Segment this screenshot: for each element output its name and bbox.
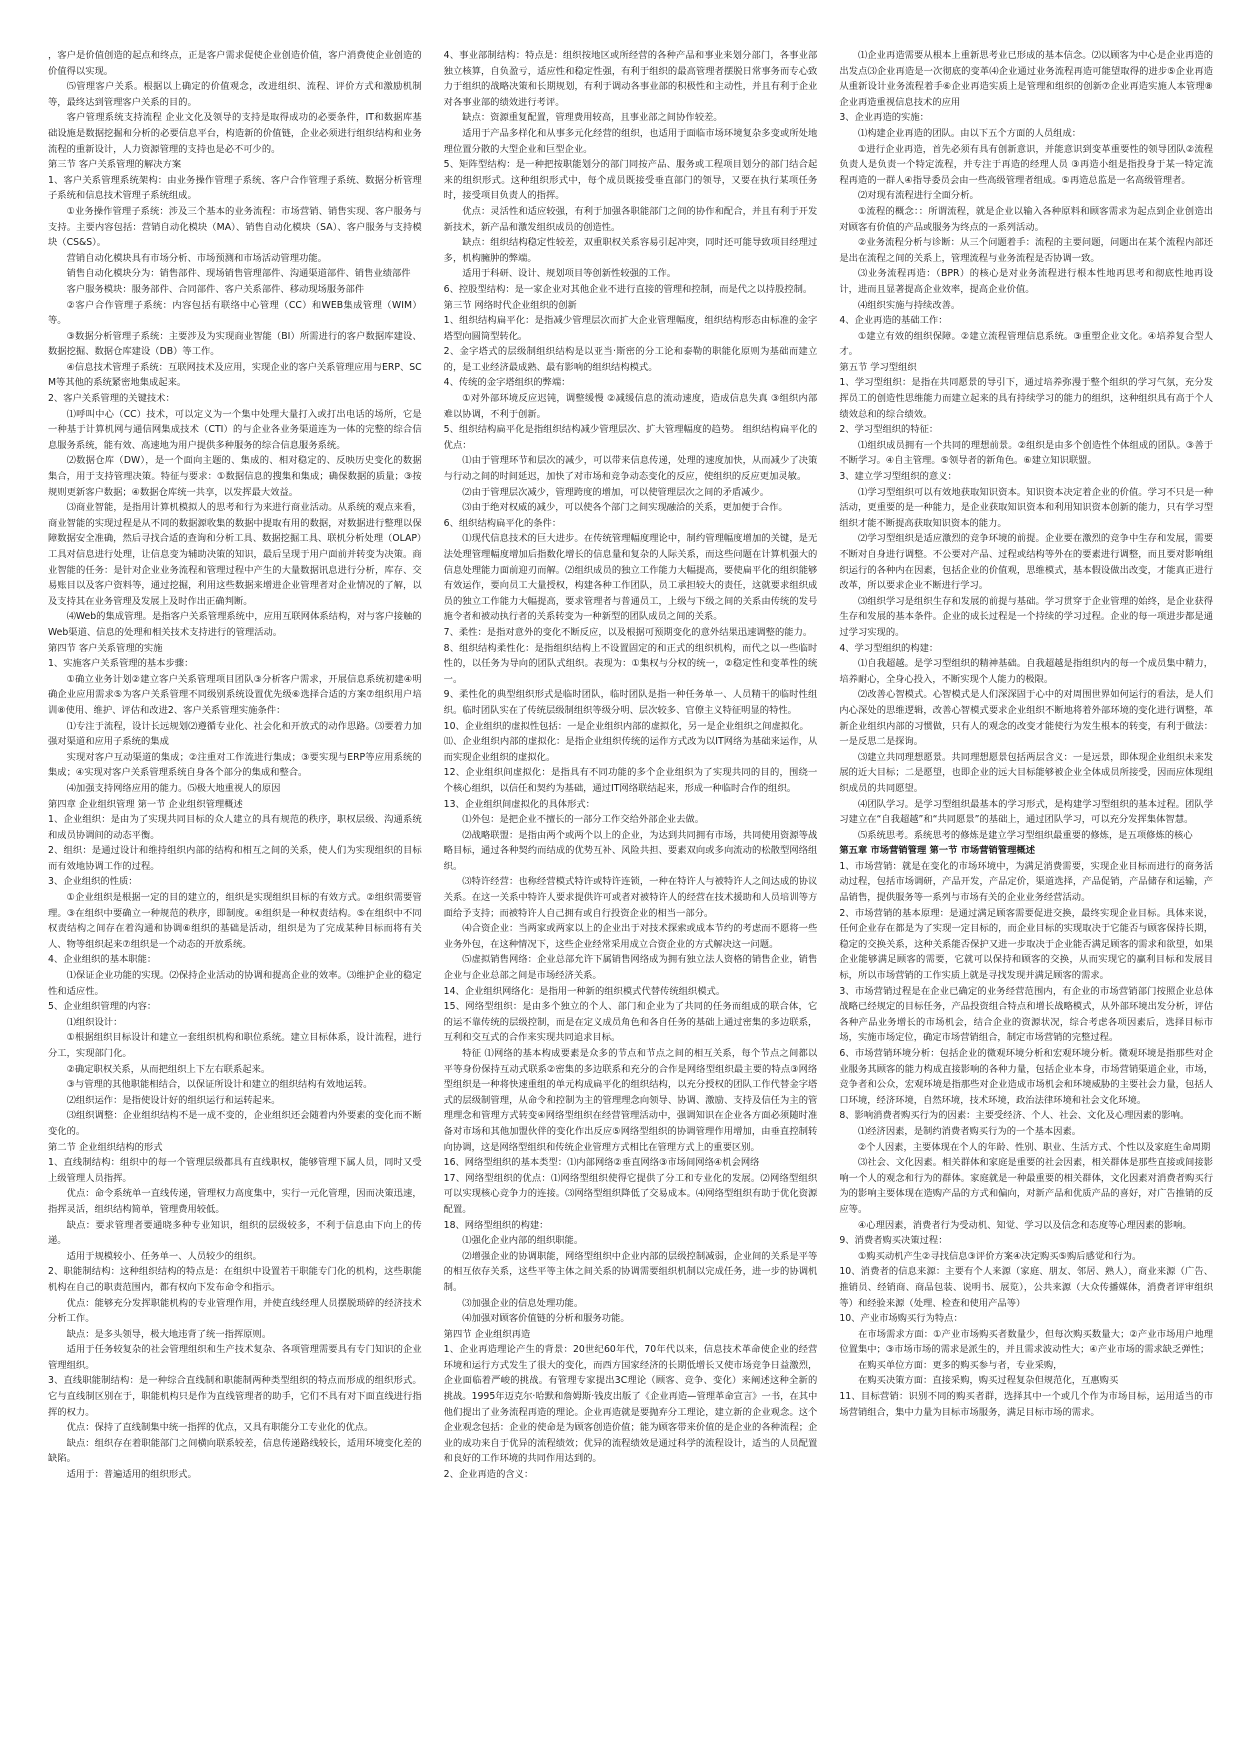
paragraph: 3、建立学习型组织的意义：: [839, 471, 957, 483]
paragraph: 2、职能制结构：这种组织结构的特点是：在组织中设置若干职能专门化的机构，这些职能机构在自己的职责范围内，都有权向下发布命令和指示。: [48, 1266, 422, 1293]
paragraph: ⑵增强企业的协调职能，网络型组织中企业内部的层级控制减弱，企业间的关系是平等的相互依存关系，这些平等主体之间关系的协调需要组织机制以完成任务，进一步的协调机制。: [443, 1250, 818, 1293]
paragraph: 3、企业组织的性质：: [48, 876, 138, 888]
paragraph: ⑵组织运作：是指使设计好的组织运行和运转起来。: [66, 1094, 281, 1106]
paragraph: ③数据分析管理子系统：主要涉及为实现商业智能（BI）所需进行的客户数据库建设、数据挖掘、数据仓库建设（DB）等工作。: [48, 330, 422, 358]
paragraph: ⑵由于管理层次减少，管理跨度的增加，可以使管理层次之间的矛盾减少。: [462, 486, 770, 498]
paragraph: 3、企业再造的实施：: [839, 112, 929, 124]
paragraph: ⑵对现有流程进行全面分析。: [857, 190, 979, 202]
paragraph: 1、企业再造理论产生的背景：20世纪60年代，70年代以来，信息技术革命使企业的经营环境和运行方式发生了很大的变化，而西方国家经济的长期低增长又使市场竞争日益激烈，企业面临着严峻的挑战。有管理专家提出3C理论（顾客、竞争、变化）来阐述这种全新的挑战。1995年迈克尔·哈默和詹姆斯·钱皮出版了《企业再造—管理革命宣言》一书，在其中他们提出了业务流程再造的理论。企业再造就是要抛弃分工理论，建立新的企业观念。这个企业观念包括：企业的使命是为顾客创造价值；能为顾客带来价值的是企业的各种流程；企业的成功来自于优异的流程绩效；优异的流程绩效是通过科学的流程设计，适当的人员配置和良好的工作环境的共同作用达到的。: [443, 1344, 818, 1465]
paragraph: 2、企业再造的含义：: [443, 1469, 534, 1481]
paragraph: 1、组织结构扁平化：是指减少管理层次而扩大企业管理幅度，组织结构形态由标准的金字塔型向圆筒型转化。: [443, 315, 818, 342]
paragraph: 11、目标营销：识别不同的购买者群，选择其中一个或几个作为市场目标，运用适当的市场营销组合，集中力量为目标市场服务，满足目标市场的需求。: [839, 1391, 1214, 1418]
paragraph: ⑷组织实施与持续改善。: [857, 299, 961, 311]
paragraph: ⑶由于绝对权威的减少，可以使各个部门之间实现融洽的关系，更加便于合作。: [462, 502, 788, 514]
paragraph: 3、市场营销过程是在企业已确定的业务经营范围内，有企业的市场营销部门按照企业总体战略已经规定的目标任务，产品投资组合特点和增长战略模式，从外部环境出发分析，评估各种产品业务增长的市场机会，结合企业的资源状况，综合考虑各项因素后，选择目标市场，实施市场定位，确定市场营销组合，制定市场营销的完整过程。: [839, 985, 1214, 1044]
paragraph: 2、市场营销的基本原理：是通过满足顾客需要促进交换，最终实现企业目标。具体来说，任何企业存在都是为了实现一定目标的，而企业目标的实现取决于它能否与顾客保持长期，稳定的交换关系，这种关系能否保护又进一步取决于企业能否满足顾客的需求和欲望，如果企业能够满足顾客的需要，它就可以保持和顾客的交换，从而实现它的赢利目标和发展目标，所以市场营销的工作实质上就是寻找发现并满足顾客的需求。: [839, 907, 1214, 982]
paragraph: ②业务流程分析与诊断：从三个问题着手：流程的主要问题，问题出在某个流程内部还是出在流程之间的关系上，管理流程与业务流程是否协调一致。: [839, 237, 1214, 264]
paragraph: ⑾、企业组织内部的虚拟化：是指企业组织传统的运作方式改为以IT网络为基础来运作，从而实现企业组织的虚拟化。: [443, 736, 818, 763]
paragraph: 1、学习型组织：是指在共同愿景的导引下，通过培养弥漫于整个组织的学习气氛，充分发挥员工的创造性思维能力而建立起来的具有持续学习的能力的组织，这种组织具有高于个人绩效总和的综合绩效。: [839, 377, 1214, 420]
paragraph: ⑴保证企业功能的实现。⑵保持企业活动的协调和提高企业的效率。⑶维护企业的稳定性和适应性。: [48, 970, 422, 997]
paragraph: 缺点：资源重复配置，管理费用较高，且事业部之间协作较差。: [462, 112, 723, 124]
paragraph: 特征 ⑴网络的基本构成要素是众多的节点和节点之间的相互关系，每个节点之间都以平等身份保持互动式联系②密集的多边联系和充分的合作是网络型组织最主要的特点③网络型组织是一种将快速重组的单元构成扁平化的组织结构，以充分授权的团队工作代替金字塔式的层级制管理，从命令和控制为主的管理理念向领导、协调、激励、支持及信任为主的管理理念和管理方式转变④网络型组织在经营管理活动中，强调知识在企业各方面必须随时准备对市场和其他加盟伙伴的变化作出反应⑤网络型组织的协调管理作用增加，由垂直控制转向协调，这是网络型组织和传统企业管理方式相比在管理方式上的重要区别。: [443, 1048, 818, 1153]
text-column-3: [839, 48, 1213, 1734]
paragraph: 15、网络型组织：是由多个独立的个人、部门和企业为了共同的任务而组成的联合体，它的运不靠传统的层级控制，而是在定义成员角色和各自任务的基础上通过密集的多边联系，互利和交互式的合作来实现共同追求目标。: [443, 1001, 818, 1044]
paragraph: 客户管理系统支持流程 企业文化及领导的支持是取得成功的必要条件，IT和数据库基础设施是数据挖掘和分析的必要信息平台，构造新的价值链，企业必须进行组织结构和业务流程的重新设计，人力资源管理的支持也是必不可少的。: [48, 112, 422, 155]
paragraph: 1、市场营销：就是在变化的市场环境中，为满足消费需要，实现企业目标而进行的商务活动过程，包括市场调研，产品开发，产品定价，渠道选择，产品促销，产品储存和运输，产品销售，提供服务等一系列与市场有关的企业业务经营活动。: [839, 860, 1214, 904]
paragraph: ⑵学习型组织是适应激烈的竞争环境的前提。企业要在激烈的竞争中生存和发展，需要不断对自身进行调整。不公要对产品、过程或结构等外在的要素进行调整，而且要对影响组织运行的各种内在因素，包括企业的价值观，思维模式，基本假设做出改变，才能真正进行改革，所以要求企业不断进行学习。: [839, 533, 1214, 592]
paragraph: 14、企业组织网络化：是指用一种新的组织模式代替传统组织模式。: [443, 985, 726, 997]
paragraph: 18、网络型组织的构建：: [443, 1219, 549, 1231]
paragraph: ⑴现代信息技术的巨大进步。在传统管理幅度理论中，制约管理幅度增加的关键，是无法处理管理幅度增加后指数化增长的信息量和复杂的人际关系，而这些问题在计算机强大的信息处理能力面前迎刃而解。⑵组织成员的独立工作能力大幅提高，要使扁平化的组织能够有效运作，要向员工大量授权，构建各种工作团队，员工承担较大的责任，这就要求组织成员的独立工作能力大幅提高，要求管理者与普通员工，上级与下级之间的关系由传统的发号施令者和被动执行者的关系转变为一种新型的团队成员之间的关系。: [443, 533, 818, 623]
paragraph: ⑴外包：是把企业不擅长的一部分工作交给外部企业去做。: [462, 814, 704, 826]
paragraph: ⑴构建企业再造的团队。由以下五个方面的人员组成：: [857, 127, 1082, 139]
paragraph: 8、影响消费者购买行为的因素：主要受经济、个人、社会、文化及心理因素的影响。: [839, 1110, 1190, 1122]
paragraph: ①建立有效的组织保障。②建立流程管理信息系统。③重塑企业文化。④培养复合型人才。: [839, 330, 1214, 358]
paragraph: 10、企业组织的虚拟性包括：一是企业组织内部的虚拟化，另一是企业组织之间虚拟化。: [443, 720, 809, 732]
paragraph: 6、市场营销环境分析：包括企业的微观环境分析和宏观环境分析。微观环境是指那些对企业服务其顾客的能力构成直接影响的各种力量，包括企业本身，市场营销渠道企业，市场，竞争者和公众，宏观环境是指那些对企业造成市场机会和环境威胁的主要社会力量，包括人口环境，经济环境，自然环境，技术环境，政治法律环境和社会文化环境。: [839, 1048, 1214, 1106]
paragraph: 第三节 网络时代企业组织的创新: [443, 299, 577, 311]
paragraph: 在市场需求方面：①产业市场购买者数量少，但每次购买数量大；②产业市场用户地理位置集中；③市场市场的需求是派生的，并且需求波动性大；④产业市场的需求缺乏弹性；: [839, 1328, 1214, 1356]
paragraph: ⑶社会、文化因素。相关群体和家庭是重要的社会因素，相关群体是那些直接或间接影响一个人的观念和行为的群体。家庭就是一种最重要的相关群体，文化因素对消费者购买行为的影响主要体现在造购产品的方式和偏向，对新产品和优质产品的喜好，对广告推销的反应等。: [839, 1157, 1214, 1215]
paragraph: 2、客户关系管理的关键技术：: [48, 393, 175, 405]
paragraph: 4、企业再造的基础工作：: [839, 315, 948, 327]
paragraph: 6、组织结构扁平化的条件：: [443, 517, 562, 529]
paragraph: 第四节 客户关系管理的实施: [48, 642, 163, 654]
paragraph: 适用于产品多样化和从事多元化经营的组织，也适用于面临市场环境复杂多变或所处地理位置分散的大型企业和巨型企业。: [443, 127, 818, 155]
paragraph: 在购买单位方面：更多的购买参与者，专业采购，: [857, 1359, 1063, 1371]
paragraph: ，客户是价值创造的起点和终点，正是客户需求促使企业创造价值，客户消费使企业创造的价值得以实现。: [48, 50, 422, 77]
paragraph: ⑴专注于流程，设计长远规划⑵遵循专业化、社会化和开放式的动作思路。⑶要着力加强对渠道和应用子系统的集成: [48, 720, 422, 748]
paragraph: ⑷加强对顾客价值链的分析和服务功能。: [462, 1313, 630, 1325]
paragraph: ⑶组织学习是组织生存和发展的前提与基础。学习贯穿于企业管理的始终，是企业获得生存和发展的基本条件。企业的成长过程是一个持续的学习过程。企业的每一项进步都是通过学习实现的。: [839, 595, 1214, 638]
paragraph: ⑷加强支持网络应用的能力。⑸极大地重视人的原因: [66, 782, 281, 794]
paragraph: ⑴经济因素，是制约消费者购买行为的一个基本因素。: [857, 1125, 1082, 1137]
paragraph: 5、企业组织管理的内容：: [48, 1001, 157, 1013]
paragraph: 4、企业组织的基本职能：: [48, 954, 157, 966]
paragraph: 10、产业市场购买行为特点：: [839, 1313, 963, 1325]
paragraph: ⑸系统思考。系统思考的修炼是建立学习型组织最重要的修炼，是五项修炼的核心: [857, 829, 1193, 841]
paragraph: ⑸虚拟销售网络：企业总部允许下属销售网络成为拥有独立法人资格的销售企业，销售企业与企业总部之间是市场经济关系。: [443, 954, 818, 982]
paragraph: 适用于规模较小、任务单一、人员较少的组织。: [66, 1250, 262, 1262]
paragraph: ①根据组织目标设计和建立一套组织机构和职位系统。建立目标体系，设计流程，进行分工，实现部门化。: [48, 1032, 422, 1059]
paragraph: ③与管理的其他职能相结合，以保证所设计和建立的组织结构有效地运转。: [66, 1079, 373, 1091]
paragraph: ⑷合资企业：当两家或两家以上的企业出于对技术探索或成本节约的考虑而不愿将一些业务外包，在这种情况下，这些企业经常采用成立合资企业的方式解决这一问题。: [443, 923, 818, 950]
paragraph: 3、直线职能制结构：是一种综合直线制和职能制两种类型组织的特点而形成的组织形式。它与直线制区别在于，职能机构只是作为直线管理者的助手，它们不具有对下面直线进行指挥的权力。: [48, 1375, 422, 1418]
paragraph: 第五节 学习型组织: [839, 361, 917, 373]
paragraph: 4、传统的金字塔组织的弊端：: [443, 377, 571, 389]
paragraph: ②确定职权关系，从而把组织上下左右联系起来。: [66, 1063, 271, 1075]
paragraph: ④心理因素，消费者行为受动机、知觉、学习以及信念和态度等心理因素的影响。: [857, 1219, 1192, 1231]
paragraph: 1、直线制结构：组织中的每一个管理层级都具有直线职权，能够管理下属人员，同时又受上级管理人员指挥。: [48, 1157, 422, 1184]
paragraph: 7、柔性：是指对意外的变化不断反应，以及根据可预期变化的意外结果迅速调整的能力。: [443, 626, 813, 638]
paragraph: ⑴强化企业内部的组织职能。: [462, 1235, 584, 1247]
paragraph: 2、组织：是通过设计和维持组织内部的结构和相互之间的关系，使人们为实现组织的目标而有效地协调工作的过程。: [48, 845, 422, 872]
paragraph: ①流程的概念：：所谓流程，就是企业以输入各种原料和顾客需求为起点到企业创造出对顾客有价值的产品或服务为终点的一系列活动。: [839, 205, 1214, 233]
paragraph: ⑶业务流程再造：（BPR）的核心是对业务流程进行根本性地再思考和彻底性地再设计，进而且显著提高企业效率，提高企业价值。: [839, 268, 1214, 295]
paragraph: 2、金字塔式的层级制组织结构是以亚当·斯密的分工论和泰勒的职能化原则为基础而建立的，是工业经济最成熟、最有影响的组织结构模式。: [443, 346, 818, 373]
paragraph: ①企业组织是根据一定的目的建立的，组织是实现组织目标的有效方式。②组织需要管理。③在组织中要确立一种规范的秩序，即制度。④组织是一种权责结构。⑤在组织中不同权责结构之间存在着沟通和协调⑥组织的基础是活动，组织是为了完成某种目标而将有关人、物等组织起来⑦组织是一个动态的开放系统。: [48, 892, 422, 950]
paragraph: ①业务操作管理子系统：涉及三个基本的业务流程：市场营销、销售实现、客户服务与支持。主要内容包括：营销自动化模块（MA）、销售自动化模块（SA）、客户服务与支持模块（CS&S）。: [48, 205, 422, 249]
paragraph: 第四章 企业组织管理 第一节 企业组织管理概述: [48, 798, 243, 810]
paragraph: ⑵改善心智模式。心智模式是人们深深固于心中的对周围世界如何运行的看法，是人们内心深处的思维逻辑，改善心智模式要求企业组织不断地将着外部环境的变化进行调整，革新企业组织内部的习惯做，只有人的观念的改变才能使行为发生根本的转变，有利于做法：一是反思二是探询。: [839, 689, 1214, 748]
paragraph: 1、客户关系管理系统架构：由业务操作管理子系统、客户合作管理子系统、数据分析管理子系统和信息技术管理子系统组成。: [48, 174, 422, 202]
paragraph: 第四节 企业组织再造: [443, 1328, 531, 1340]
paragraph: ①进行企业再造，首先必须有具有创新意识，并能意识到变革重要性的领导团队②流程负责人是负责一个特定流程，并专注于再造的经理人员 ③再造小组是指投身于某一特定流程再造的一群人④指导委员会由一些高级管理者组成。⑤再造总监是一名高级管理者。: [839, 143, 1214, 186]
paragraph: 12、企业组织间虚拟化：是指具有不同功能的多个企业组织为了实现共同的目的，围绕一个核心组织，以信任和契约为基础，通过IT网络联结起来，形成一种临时合作的组织。: [443, 767, 818, 794]
paragraph: 缺点：组织存在着职能部门之间横向联系较差，信息传递路线较长，适用环境变化差的缺陷。: [48, 1437, 422, 1465]
paragraph: ⑷团队学习。是学习型组织最基本的学习形式，是构建学习型组织的基本过程。团队学习建立在“自我超越”和“共同愿景”的基础上，通过团队学习，可以充分发挥集体智慧。: [839, 798, 1214, 826]
paragraph: ⑵数据仓库（DW），是一个面向主题的、集成的、相对稳定的、反映历史变化的数据集合，用于支持管理决策。特征与要求：①数据信息的搜集和集成；确保数据的质量；③按规则更新客户数据；④数据仓库统一共享，以发挥最大效益。: [48, 455, 422, 498]
paragraph: 优点：能够充分发挥职能机构的专业管理作用，并使直线经理人员摆脱琐碎的经济技术分析工作。: [48, 1297, 422, 1325]
paragraph: 适用于：普遍适用的组织形式。: [66, 1469, 197, 1481]
paragraph: ⑴呼叫中心（CC）技术，可以定义为一个集中处理大量打入或打出电话的场所，它是一种基于计算机网与通信网集成技术（CTI）的与企业各业务渠道连为一体的完整的综合信息服务系统，能有效、高速地为用户提供多种服务的综合信息服务系统。: [48, 408, 422, 451]
paragraph: 4、学习型组织的构建：: [839, 642, 939, 654]
paragraph: 2、学习型组织的特征：: [839, 424, 939, 436]
paragraph: ⑴由于管理环节和层次的减少，可以带来信息传递，处理的速度加快，从而减少了决策与行动之间的时间延迟，加快了对市场和竞争动态变化的反应，使组织的反应更加灵敏。: [443, 455, 818, 483]
paragraph: ④信息技术管理子系统：互联网技术及应用，实现企业的客户关系管理应用与ERP、SCM等其他的系统紧密地集成起来。: [48, 361, 422, 389]
paragraph: 第五章 市场营销管理 第一节 市场营销管理概述: [839, 845, 1035, 857]
text-column-2: [444, 48, 818, 1734]
text-column-1: [48, 48, 422, 1734]
paragraph: 9、柔性化的典型组织形式是临时团队，临时团队是指一种任务单一、人员精干的临时性组织。临时团队实在了传统层级制组织等级分明、层次较多、官僚主义特征明显的特性。: [443, 689, 818, 716]
paragraph: 实现对客户互动渠道的集成；②注重对工作流进行集成；③要实现与ERP等应用系统的集成；④实现对客户关系管理系统自身各个部分的集成和整合。: [48, 751, 422, 779]
paragraph: 缺点：是多头领导，极大地违背了统一指挥原则。: [66, 1328, 272, 1340]
paragraph: ①对外部环境反应迟钝，调整缓慢 ②减缓信息的流动速度，造成信息失真 ③组织内部难以协调，不利于创新。: [443, 393, 818, 420]
paragraph: 营销自动化模块具有市场分析、市场预测和市场活动管理功能。: [66, 252, 327, 264]
paragraph: 8、组织结构柔性化：是指组织结构上不设置固定的和正式的组织机构，而代之以一些临时性的，以任务为导向的团队式组织。表现为：①集权与分权的统一，②稳定性和变革性的统一。: [443, 642, 818, 685]
paragraph: ⑶组织调整：企业组织结构不是一成不变的，企业组织还会随着内外要素的变化而不断变化的。: [48, 1110, 422, 1137]
paragraph: ①确立业务计划②建立客户关系管理项目团队③分析客户需求，开展信息系统初建④明确企业应用需求⑤为客户关系管理不同级别系统设置优先级⑥选择合适的方案⑦组织用户培训⑧使用、维护、评估和改进2、客户关系管理实施条件：: [48, 673, 422, 716]
paragraph: 销售自动化模块分为：销售部件、现场销售管理部件、沟通渠道部件、销售业绩部件: [66, 268, 411, 280]
paragraph: ⑷Web的集成管理。是指客户关系管理系统中，应用互联网体系结构，对与客户接触的Web渠道、信息的处理和相关技术支持进行的管理活动。: [48, 611, 422, 638]
paragraph: 优点：保持了直线制集中统一指挥的优点，又具有职能分工专业化的优点。: [66, 1422, 374, 1434]
paragraph: ②客户合作管理子系统：内容包括有联络中心管理（CC）和WEB集成管理（WIM）等。: [48, 299, 422, 327]
paragraph: 16、网络型组织的基本类型：⑴内部网络②垂直网络③市场间网络④机会网络: [443, 1157, 760, 1169]
paragraph: 优点：灵活性和适应较强，有利于加强各职能部门之间的协作和配合，并且有利于开发新技术，新产品和激发组织成员的创造性。: [443, 205, 818, 233]
paragraph: ⑵战略联盟：是指由两个或两个以上的企业，为达到共同拥有市场，共同使用资源等战略目标，通过各种契约而结成的优势互补、风险共担、要素双向或多向流动的松散型网络组织。: [443, 829, 818, 872]
paragraph: 13、企业组织间虚拟化的具体形式：: [443, 798, 595, 810]
paragraph: 客户服务模块：服务部件、合同部件、客户关系部件、移动现场服务部件: [66, 283, 365, 295]
paragraph: 缺点：组织结构稳定性较差，双重职权关系容易引起冲突，同时还可能导致项目经理过多，机构臃肿的弊端。: [443, 237, 818, 264]
paragraph: ⑴组织成员拥有一个共同的理想前景。②组织是由多个创造性个体组成的团队。③善于不断学习。④自主管理。⑤领导者的新角色。⑥建立知识联盟。: [839, 439, 1214, 467]
paragraph: ⑸管理客户关系。根据以上确定的价值观念，改进组织、流程、评价方式和激励机制等，最终达到管理客户关系的目的。: [48, 81, 422, 108]
paragraph: 1、企业组织：是由为了实现共同目标的众人建立的具有规范的秩序，职权层级、沟通系统和成员协调间的动态平衡。: [48, 814, 422, 841]
paragraph: 5、组织结构扁平化是指组织结构减少管理层次、扩大管理幅度的趋势。 组织结构扁平化的优点：: [443, 424, 818, 451]
paragraph: 第三节 客户关系管理的解决方案: [48, 159, 182, 171]
paragraph: ⑴企业再造需要从根本上重新思考业已形成的基本信念。⑵以顾客为中心是企业再造的出发点⑶企业再造是一次彻底的变革⑷企业通过业务流程再造可能望取得的进步⑤企业再造从重新设计业务流程着手⑥企业再造实质上是管理和组织的创新⑦企业再造实施人本管理⑧企业再造重视信息技术的应用: [839, 50, 1214, 108]
paragraph: 9、消费者购买决策过程：: [839, 1235, 948, 1247]
paragraph: 在购买决策方面：直接采购，购买过程复杂但规范化，互惠购买: [857, 1375, 1119, 1387]
paragraph: 适用于科研、设计、规划项目等创新性较强的工作。: [462, 268, 677, 280]
paragraph: 4、事业部制结构：特点是：组织按地区或所经营的各种产品和事业来划分部门，各事业部独立核算，自负盈亏，适应性和稳定性强，有利于组织的最高管理者摆脱日常事务而专心致力于组织的战略决策和长期规划，有利于调动各事业部的积极性和主动性，并且有利于企业对各事业部的绩效进行考评。: [443, 50, 818, 108]
paragraph: ⑴组织设计：: [66, 1016, 123, 1028]
paragraph: ⑶加强企业的信息处理功能。: [462, 1297, 584, 1309]
paragraph: ⑶建立共同理想愿景。共同理想愿景包括两层含义：一是远景，即体现企业组织未来发展的近大目标；二是愿望，也即企业的远大目标能够被企业全体成员所接受，因而应体现组织成员的共同愿望。: [839, 751, 1214, 794]
paragraph: ⑶特许经营：也称经营模式特许或特许连锁，一种在特许人与被特许人之间达成的协议关系。在这一关系中特许人要求提供许可或者对被特许人的经营在技术援助和人员培训等方面给予支持；而被特许人自己拥有或自行投资企业的相当一部分。: [443, 876, 818, 919]
paragraph: 优点：命令系统单一直线传递，管理权力高度集中，实行一元化管理，因而决策迅速，指挥灵活，组织结构简单，管理费用较低。: [48, 1188, 422, 1215]
paragraph: 10、消费者的信息来源：主要有个人来源（家庭、朋友、邻居、熟人），商业来源（广告、推销员、经销商、商品包装、说明书、展览），公共来源（大众传播媒体，消费者评审组织等）和经验来源（处理、检查和使用产品等）: [839, 1266, 1214, 1309]
paragraph: 适用于任务较复杂的社会管理组织和生产技术复杂、各项管理需要具有专门知识的企业管理组织。: [48, 1344, 422, 1371]
paragraph: ①购买动机产生②寻找信息③评价方案④决定购买⑤购后感觉和行为。: [857, 1250, 1142, 1262]
paragraph: ②个人因素，主要体现在个人的年龄、性别、职业、生活方式、个性以及家庭生命周期: [857, 1141, 1211, 1153]
paragraph: 缺点：要求管理者要通晓多种专业知识，组织的层级较多，不利于信息由下向上的传递。: [48, 1219, 422, 1247]
paragraph: ⑴自我超越。是学习型组织的精神基础。自我超越是指组织内的每一个成员集中精力，培养耐心，全身心投入，不断实现个人能力的极限。: [839, 658, 1214, 685]
paragraph: 1、实施客户关系管理的基本步骤：: [48, 658, 194, 670]
paragraph: 17、网络型组织的优点：⑴网络型组织使得它提供了分工和专业化的发展。⑵网络型组织可以实现核心竞争力的连接。⑶网络型组织降低了交易成本。⑷网络型组织有助于优化资源配置。: [443, 1172, 818, 1215]
paragraph: ⑴学习型组织可以有效地获取知识资本。知识资本决定着企业的价值。学习不只是一种活动，更重要的是一种能力，是企业获取知识资本和利用知识资本创新的能力，只有学习型组织才能不断提高获取知识资本的能力。: [839, 486, 1214, 529]
paragraph: 第二节 企业组织结构的形式: [48, 1141, 163, 1153]
paragraph: 5、矩阵型结构：是一种把按职能划分的部门同按产品、服务或工程项目划分的部门结合起来的组织形式。这种组织形式中，每个成员既接受垂直部门的领导，又要在执行某项任务时，接受项目负责人的指挥。: [443, 159, 818, 202]
paragraph: 6、控股型结构：是一家企业对其他企业不进行直接的管理和控制，而是代之以持股控制。: [443, 283, 813, 295]
paragraph: ⑶商业智能，是指用计算机模拟人的思考和行为来进行商业活动。从系统的观点来看，商业智能的实现过程是从不同的数据源收集的数据中提取有用的数据，对数据进行整理以保障数据安全准确，然后寻找合适的查询和分析工具、数据挖掘工具、联机分析处理（OLAP）工具对信息进行处理，让信息变为辅助决策的知识，最后呈现于用户面前并转变为决策。商业智能的任务：是针对企业业务流程和管理过程中产生的大量数据讯息进行分析，库存、交易账目以及客户资料等，通过挖掘，利用这些数据来增进企业管理者对企业情况的了解，以及支持其在业务管理及发展上及时作出正确判断。: [48, 502, 422, 607]
